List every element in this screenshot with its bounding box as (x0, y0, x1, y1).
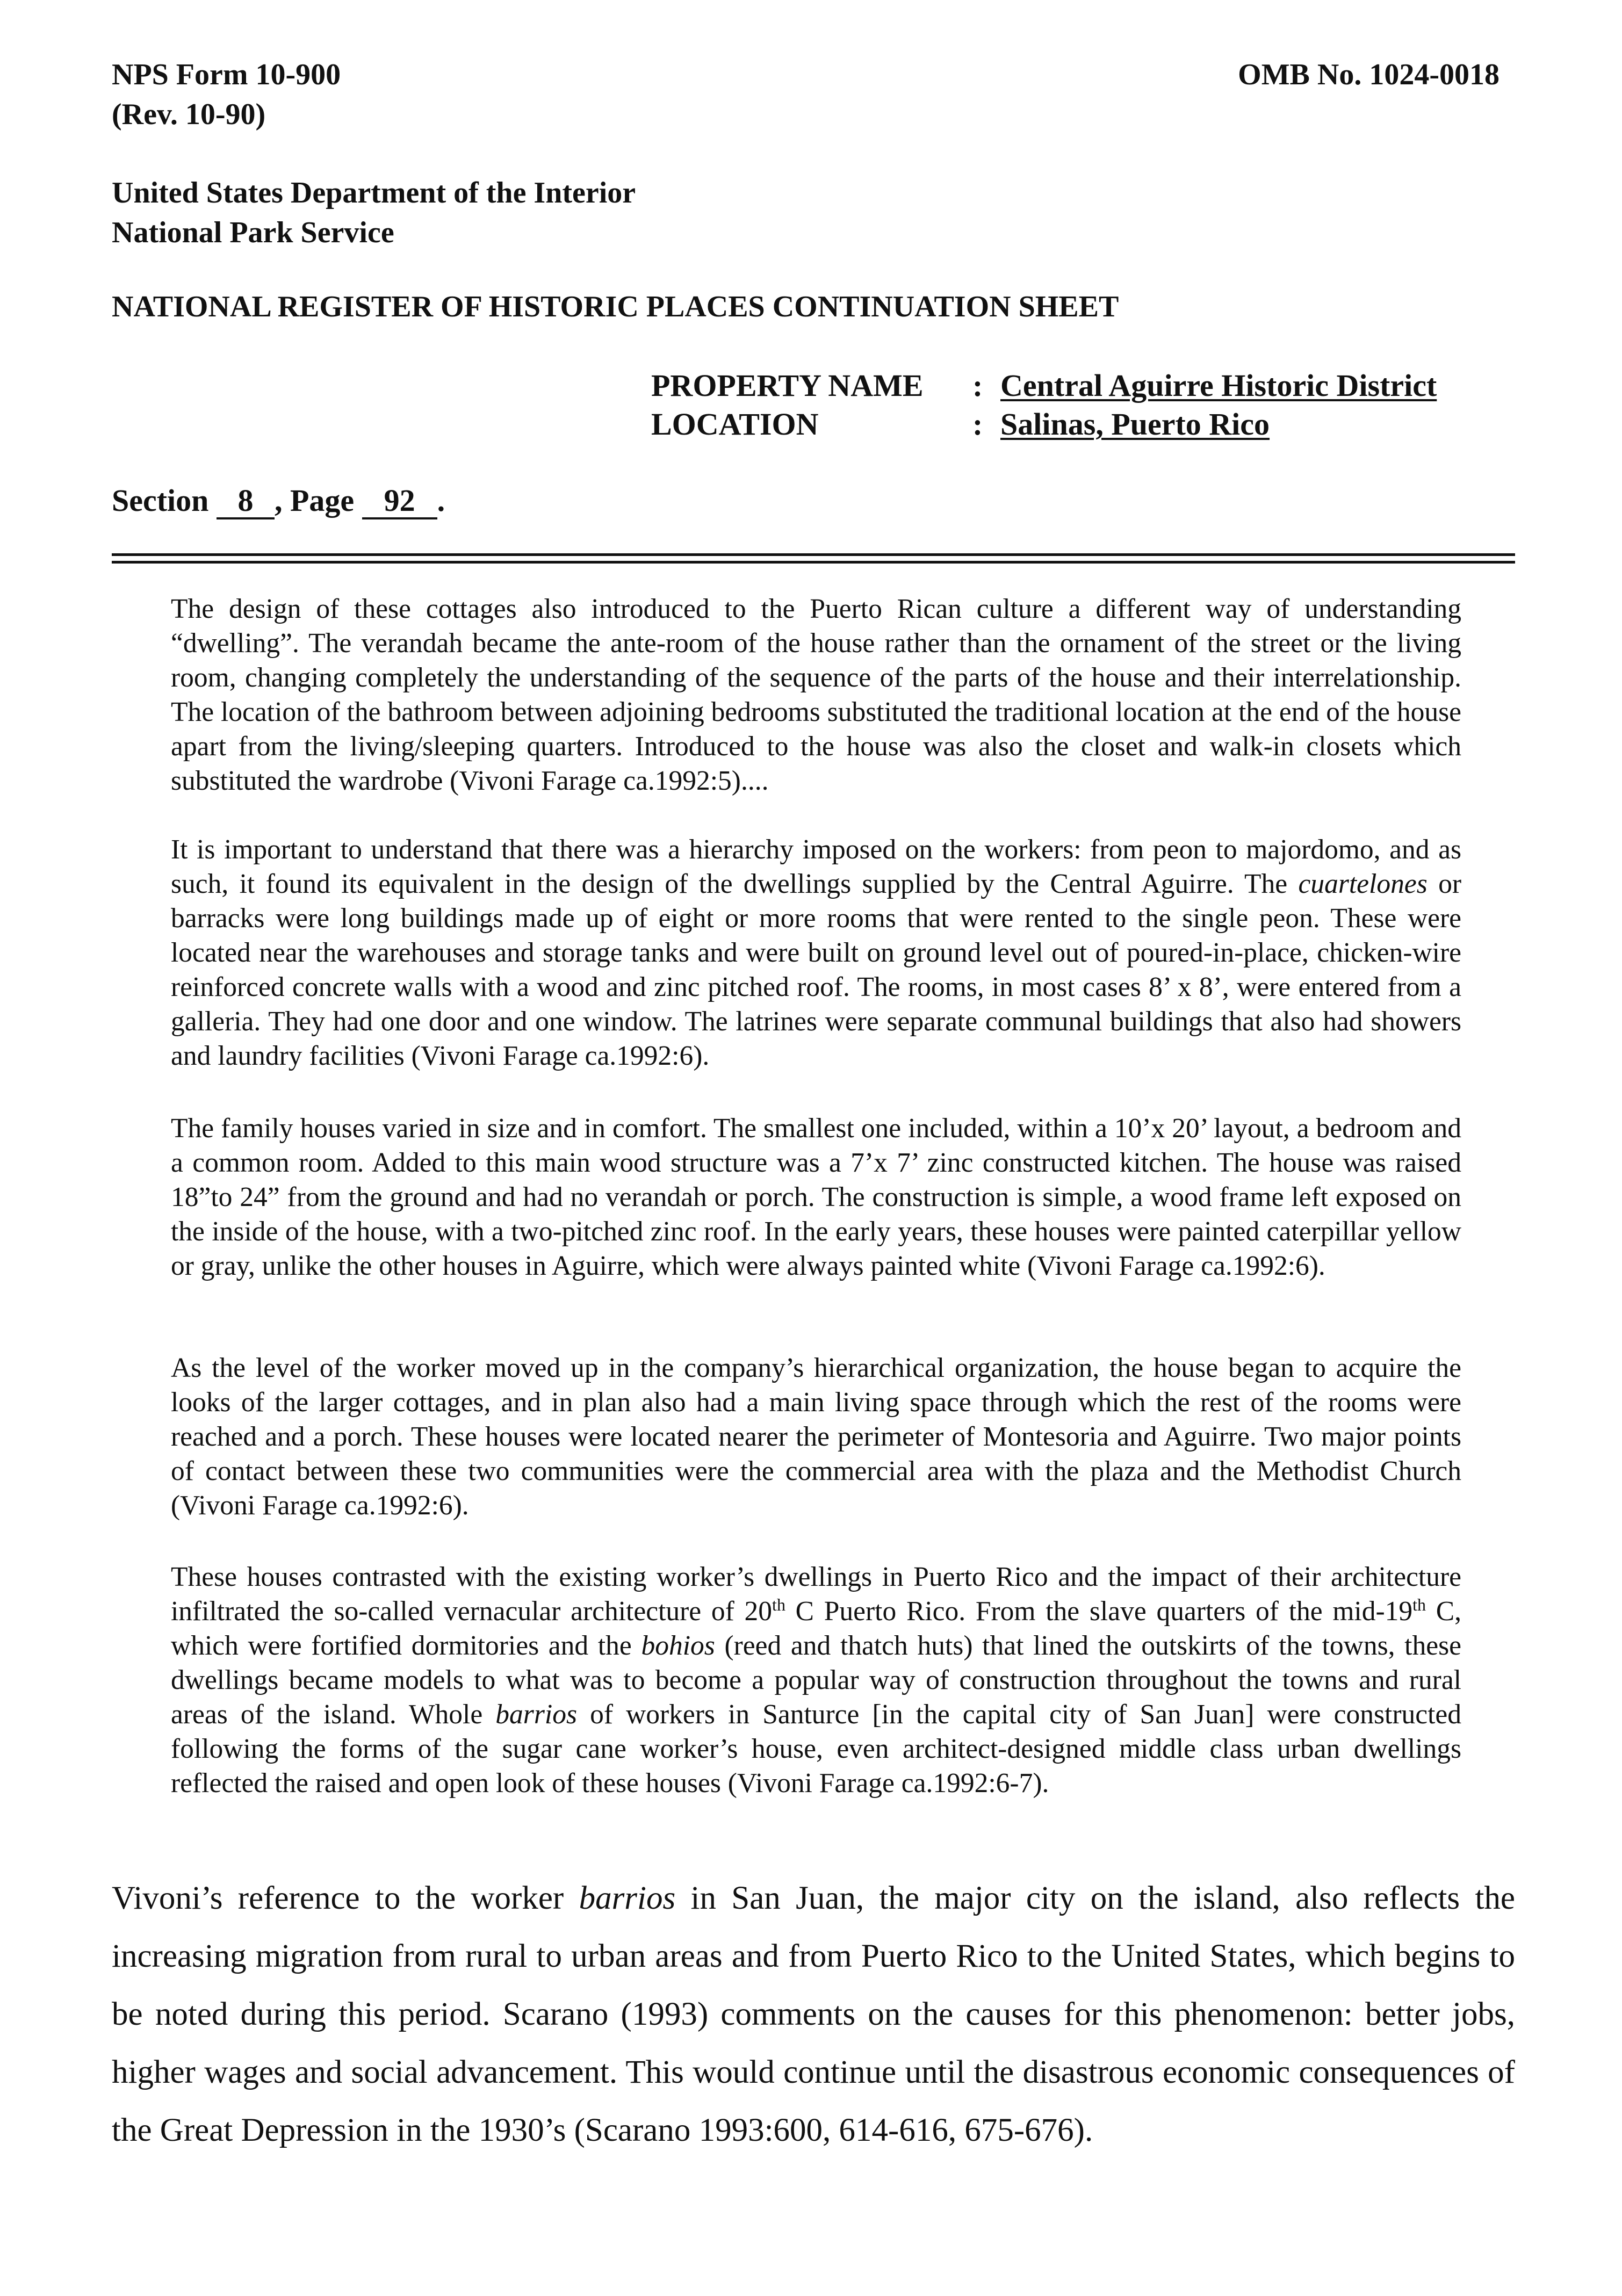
quoted-paragraph-5 (171, 1560, 1461, 1801)
body-paragraph-text-a: Vivoni’s reference to the worker (112, 1880, 579, 1916)
property-name-value: Central Aguirre Historic District (1000, 368, 1437, 403)
quoted-paragraph-1 (171, 592, 1461, 798)
section-separator: , (274, 483, 283, 518)
agency-name: National Park Service (112, 216, 394, 249)
header-divider-top (112, 553, 1515, 556)
quoted-paragraph-5-italic-1: bohios (641, 1630, 715, 1661)
body-paragraph-text-b: in San Juan, the major city on the island, also reflects the increasing migration from rural to urban areas and from Puerto Rico to the United States, which begins to be noted during this period. Scarano (1993) comments on the causes for this phenomenon: better jobs, higher wages and social advancement. This would continue until the disastrous economic consequences of the Great Depression in the 1930’s (Scarano 1993:600, 614-616, 675-676). (112, 1880, 1515, 2148)
quoted-paragraph-4-text: As the level of the worker moved up in the company’s hierarchical organization, the house began to acquire the looks of the larger cottages, and in plan also had a main living space through which the rest of the rooms were reached and a porch. These houses were located nearer the perimeter of Montesoria and Aguirre. Two major points of contact between these two communities were the commercial area with the plaza and the Methodist Church (Vivoni Farage ca.1992:6). (171, 1353, 1461, 1521)
quoted-paragraph-2 (171, 833, 1461, 1073)
quoted-paragraph-2-text-a: It is important to understand that there was a hierarchy imposed on the workers: from peon to majordomo, and as such, it found its equivalent in the design of the dwellings supplied by the Central Aguirre. The (171, 834, 1461, 899)
form-revision: (Rev. 10-90) (112, 98, 266, 131)
page-label: Page (290, 483, 355, 518)
quoted-paragraph-3 (171, 1111, 1461, 1283)
page-number: 92 (362, 484, 437, 519)
quoted-paragraph-2-italic: cuartelones (1298, 869, 1428, 899)
quoted-paragraph-5-text-a: These houses contrasted with the existing worker’s dwellings in Puerto Rico and the impact of their architecture infiltrated the so-called vernacular architecture of 20 (171, 1562, 1461, 1627)
quoted-paragraph-5-text-b: C Puerto Rico. From the slave quarters of the mid-19 (785, 1596, 1413, 1627)
body-paragraph (112, 1869, 1515, 2160)
section-label: Section (112, 483, 209, 518)
sheet-title: NATIONAL REGISTER OF HISTORIC PLACES CONTINUATION SHEET (112, 290, 1119, 323)
location-label: LOCATION (651, 407, 819, 442)
section-page-line (112, 480, 445, 521)
quoted-paragraph-4 (171, 1351, 1461, 1523)
quoted-paragraph-5-italic-2: barrios (495, 1699, 577, 1730)
form-number: NPS Form 10-900 (112, 58, 341, 91)
omb-number: OMB No. 1024-0018 (1238, 58, 1500, 91)
quoted-paragraph-1-text: The design of these cottages also introduced to the Puerto Rican culture a different way of understanding “dwelling”. The verandah became the ante-room of the house rather than the ornament of the street or the living room, changing completely the understanding of the sequence of the parts of the house and their interrelationship. The location of the bathroom between adjoining bedrooms substituted the traditional location at the end of the house apart from the living/sleeping quarters. Introduced to the house was also the closet and walk-in closets which substituted the wardrobe (Vivoni Farage ca.1992:5).... (171, 594, 1461, 796)
quoted-paragraph-5-text-c: C, which were fortified dormitories and the (171, 1596, 1461, 1661)
quoted-paragraph-5-superscript-1: th (772, 1594, 785, 1614)
location-colon: : (972, 407, 983, 442)
page-end-mark: . (437, 483, 445, 518)
quoted-paragraph-5-text-e: of workers in Santurce [in the capital city of San Juan] were constructed following the forms of the sugar cane worker’s house, even architect-designed middle class urban dwellings reflected the raised and open look of these houses (Vivoni Farage ca.1992:6-7). (171, 1699, 1461, 1799)
department-name: United States Department of the Interior (112, 176, 636, 210)
quoted-paragraph-2-text-b: or barracks were long buildings made up of eight or more rooms that were rented to the single peon. These were located near the warehouses and storage tanks and were built on ground level out of poured-in-place, chicken-wire reinforced concrete walls with a wood and zinc pitched roof. The rooms, in most cases 8’ x 8’, were entered from a galleria. They had one door and one window. The latrines were separate communal buildings that also had showers and laundry facilities (Vivoni Farage ca.1992:6). (171, 869, 1461, 1071)
quoted-paragraph-5-superscript-2: th (1412, 1594, 1426, 1614)
quoted-paragraph-3-text: The family houses varied in size and in comfort. The smallest one included, within a 10’x 20’ layout, a bedroom and a common room. Added to this main wood structure was a 7’x 7’ zinc constructed kitchen. The house was raised 18”to 24” from the ground and had no verandah or porch. The construction is simple, a wood frame left exposed on the inside of the house, with a two-pitched zinc roof. In the early years, these houses were painted caterpillar yellow or gray, unlike the other houses in Aguirre, which were always painted white (Vivoni Farage ca.1992:6). (171, 1113, 1461, 1281)
location-value: Salinas, Puerto Rico (1000, 407, 1270, 442)
body-paragraph-italic: barrios (579, 1880, 676, 1916)
section-number: 8 (217, 484, 275, 519)
header-divider-bottom (112, 561, 1515, 564)
property-name-label: PROPERTY NAME (651, 368, 924, 403)
quoted-paragraph-5-text-d: (reed and thatch huts) that lined the outskirts of the towns, these dwellings became models to what was to become a popular way of construction throughout the towns and rural areas of the island. Whole (171, 1630, 1461, 1730)
property-name-colon: : (972, 368, 983, 403)
